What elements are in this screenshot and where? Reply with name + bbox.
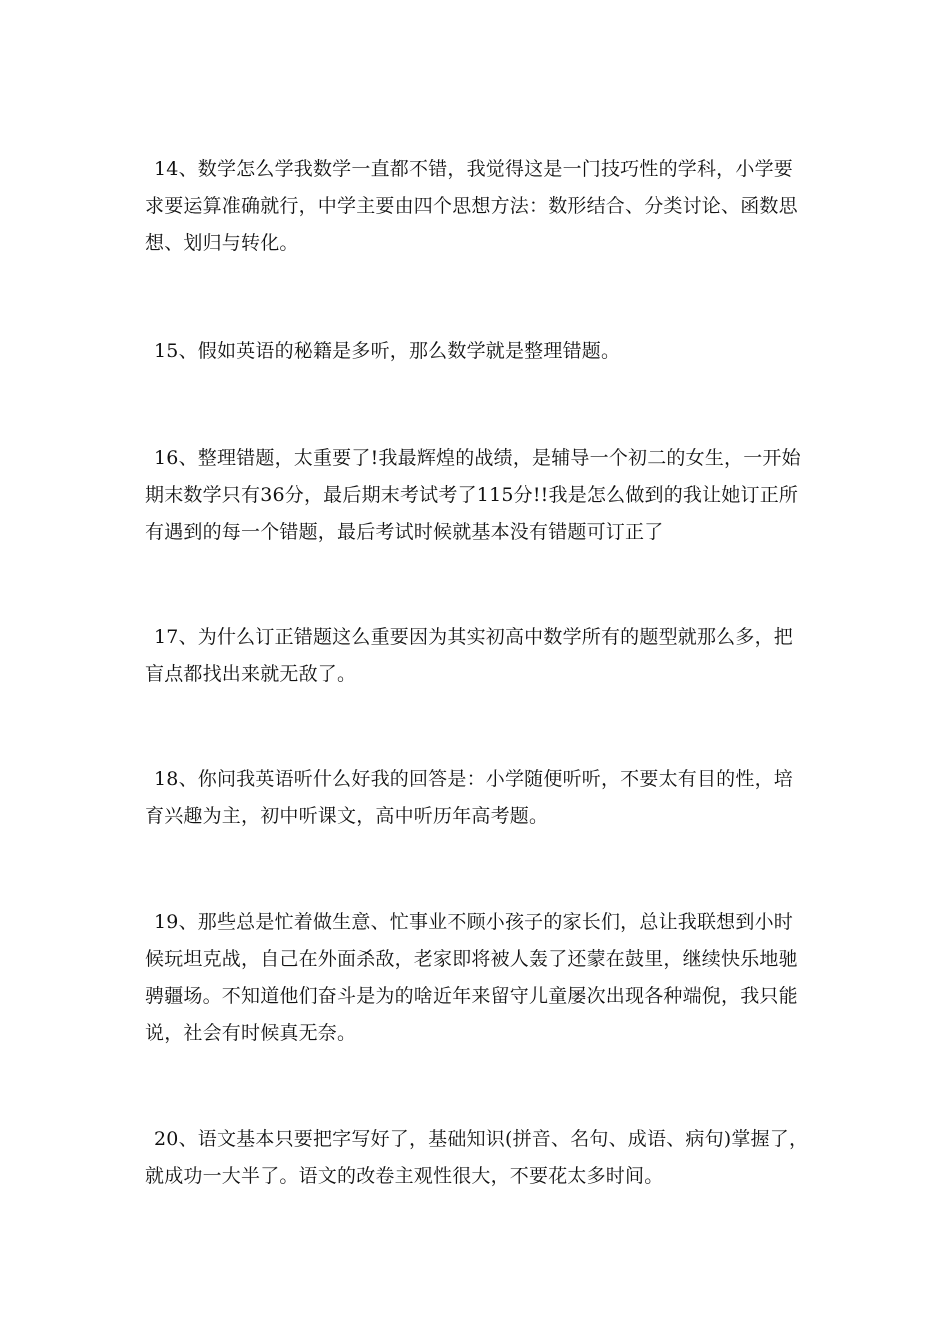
paragraph-19: 19、那些总是忙着做生意、忙事业不顾小孩子的家长们，总让我联想到小时候玩坦克战，自己在外面杀敌，老家即将被人轰了还蒙在鼓里，继续快乐地驰骋疆场。不知道他们奋斗是为的啥近年来留守儿童屡次出现各种端倪，我只能说，社会有时候真无奈。 xyxy=(145,911,798,1044)
paragraph-15: 15、假如英语的秘籍是多听，那么数学就是整理错题。 xyxy=(154,340,621,362)
paragraph-18: 18、你问我英语听什么好我的回答是：小学随便听听，不要太有目的性，培育兴趣为主，初中听课文，高中听历年高考题。 xyxy=(145,768,793,827)
paragraph-17: 17、为什么订正错题这么重要因为其实初高中数学所有的题型就那么多，把盲点都找出来就无敌了。 xyxy=(145,626,793,685)
paragraph-16: 16、整理错题，太重要了!我最辉煌的战绩，是辅导一个初二的女生，一开始期末数学只有36分，最后期末考试考了115分!!我是怎么做到的我让她订正所有遇到的每一个错题，最后考试时候就基本没有错题可订正了 xyxy=(145,447,801,543)
paragraph-14: 14、数学怎么学我数学一直都不错，我觉得这是一门技巧性的学科，小学要求要运算准确就行，中学主要由四个思想方法：数形结合、分类讨论、函数思想、划归与转化。 xyxy=(145,158,798,254)
paragraph-20: 20、语文基本只要把字写好了，基础知识(拼音、名句、成语、病句)掌握了，就成功一大半了。语文的改卷主观性很大，不要花太多时间。 xyxy=(145,1128,809,1187)
